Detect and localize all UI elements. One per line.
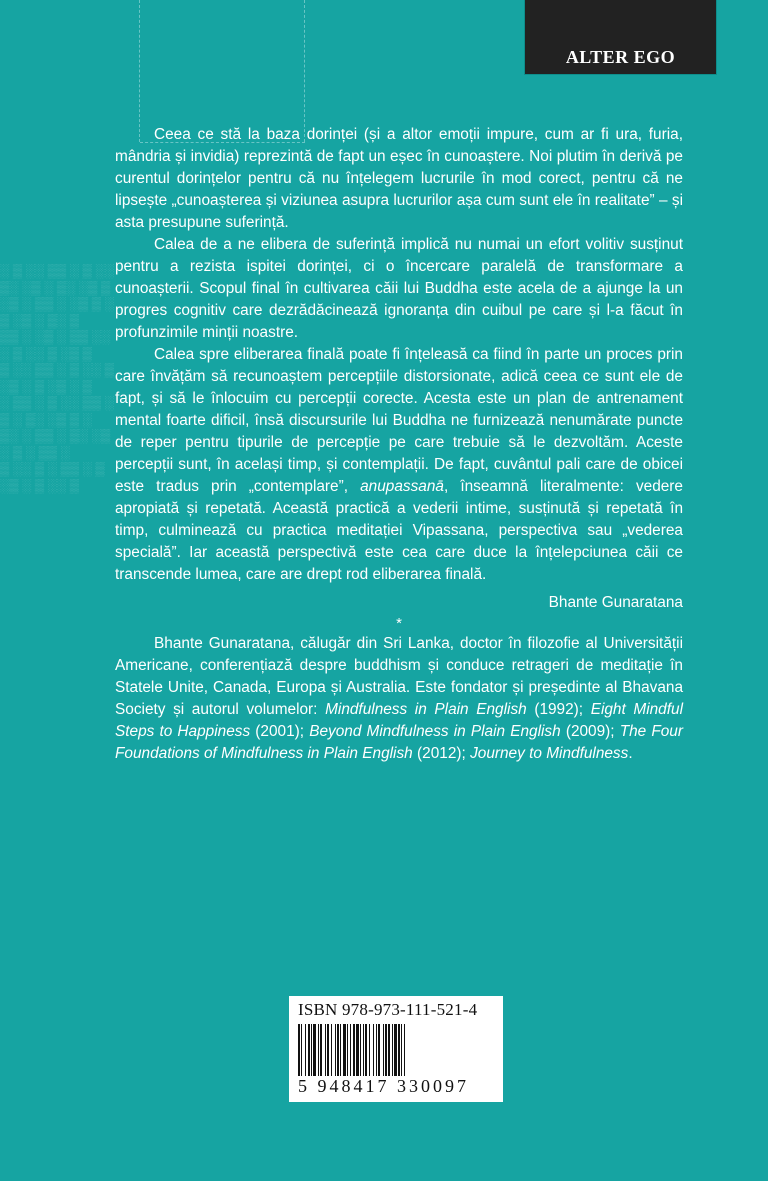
back-cover-text (115, 124, 683, 765)
pali-term: anupassanā (360, 478, 444, 495)
author-signature: Bhante Gunaratana (548, 594, 683, 611)
book-title-3: Beyond Mindfulness in Plain English (309, 723, 561, 740)
author-bio (115, 633, 683, 765)
paragraph-3 (115, 344, 683, 586)
book-year-2: (2001); (255, 723, 305, 740)
book-year-1: (1992); (534, 701, 584, 718)
trim-guide-right (304, 0, 305, 142)
paragraph-1: Ceea ce stă la baza dorinței (și a altor emoții impure, cum ar fi ura, furia, mândria și invidia) reprezintă de fapt un eșec în cunoaștere. Noi plutim în derivă pe curentul dorințelor pentru că nu înțelegem lucrurile în mod corect, pentru că ne lipsește „cunoașterea și viziunea asupra lucrurilor așa cum sunt ele în realitate” – și asta presupune suferință. (115, 126, 683, 231)
isbn-barcode (289, 996, 503, 1102)
book-title-5: Journey to Mindfulness (470, 745, 629, 762)
trim-guide-left (139, 0, 140, 142)
book-title-1: Mindfulness in Plain English (325, 701, 527, 718)
bio-end: . (628, 745, 633, 762)
publisher-name: ALTER EGO (565, 47, 676, 67)
bio-intro: Bhante Gunaratana, călugăr din Sri Lanka, doctor în filozofie al Universității Americane, conferențiază despre buddhism și conduce retrageri de meditație în Statele Unite, Canada, Europa și Australia. Este fondator și președinte al Bhavana Society și autorul volumelor: (115, 635, 683, 718)
publisher-logo-box (524, 0, 717, 75)
show-through-text: ░ ▒ ░░ ▒▒ ░ ▒ ░░ ▒░ ░▒ ░ ▒░ ░▒ ▒ ░▒ ░ ▒▒ ░ ░▒ ▒ ░ ▒ ░▒ ░ ▒░ ▒ ▒▒ ░ ░▒ ░ ▒▒ ░░ ░ ▒ ░░ ▒ ░▒ ▒ ▒ ░░ ▒▒ ░ ▒ ░░ ▒ ░▒ ░ ▒ ░▒ ░ ▒ ░ ▒▒ ░ ▒ ░░ ▒▒ ░ ▒ ░ ▒░ ░▒ ▒ ░ ▒░ ░ ▒▒ ░ ▒░ ░▒ ░ ▒ ░ ▒▒ ░ ▒ ░░ ▒ ░ ▒▒ ░ ▒ ░▒ ░ ▒ ░░ ▒ (0, 263, 114, 493)
paragraph-3-end: , înseamnă literalmente: vedere apropiată și repetată. Această practică a vederii intime, susținută și repetată în timp, culminează cu practica meditației Vipassana, perspectiva sau „vederea specială”. Iar această perspectivă este cea care duce la înțelepciunea căii ce transcende lumea, care are drept rod eliberarea finală. (115, 478, 683, 583)
barcode-icon (298, 1024, 494, 1076)
book-year-4: (2012); (417, 745, 466, 762)
book-year-3: (2009); (565, 723, 615, 740)
book-title-2: Eight Mindful Steps to Happiness (115, 701, 683, 740)
paragraph-3-start: Calea spre eliberarea finală poate fi înțeleasă ca fiind în parte un proces prin care învățăm să recunoaștem percepțiile distorsionate, adică ceea ce sunt ele de fapt, și să le înlocuim cu percepții corecte. Acesta este un plan de antrenament mental foarte dificil, însă discursurile lui Buddha ne furnizează nenumărate puncte de reper pentru tipurile de percepție pe care trebuie să le dezvoltăm. Aceste percepții sunt, în același timp, și contemplații. De fapt, cuvântul pali care de obicei este tradus prin „contemplare”, (115, 346, 683, 495)
isbn-number: ISBN 978-973-111-521-4 (298, 1000, 478, 1019)
section-separator: * (396, 615, 402, 632)
paragraph-2: Calea de a ne elibera de suferință implică nu numai un efort volitiv susținut pentru a rezista ispitei dorinței, ci o încercare paralelă de transformare a cunoașterii. Scopul final în cultivarea căii lui Buddha este acela de a ajunge la un progres cognitiv care dezrădăcinează ignoranța din cuibul pe care și l-a făcut în profunzimile minții noastre. (115, 236, 683, 341)
book-title-4: The Four Foundations of Mindfulness in Plain English (115, 723, 683, 762)
ean-number: 5 948417 330097 (298, 1076, 469, 1096)
